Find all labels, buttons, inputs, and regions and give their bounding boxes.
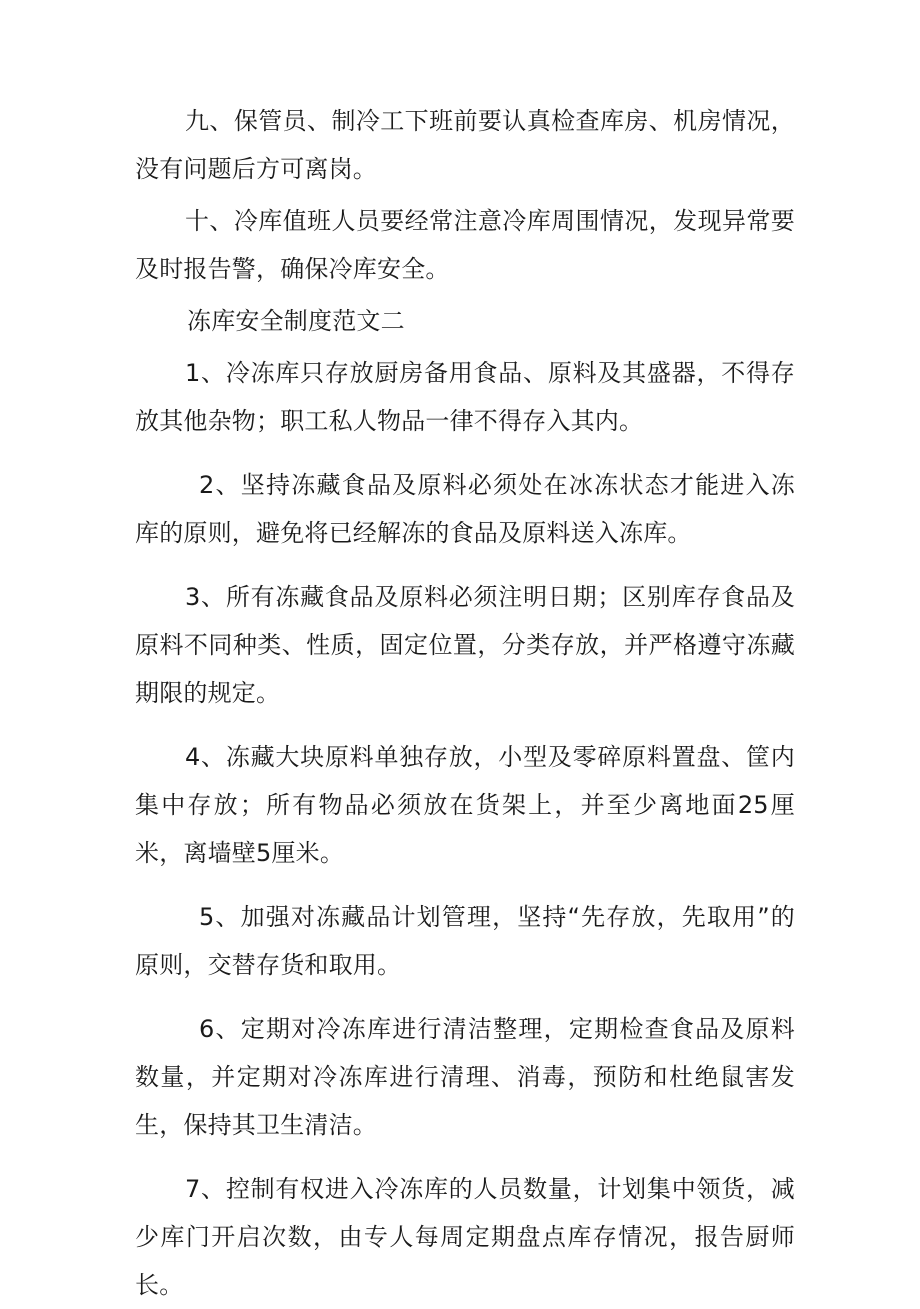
document-body xyxy=(135,97,795,1309)
rule-item-4: 4、冻藏大块原料单独存放，小型及零碎原料置盘、筐内集中存放；所有物品必须放在货架上，并至少离地面25厘米，离墙壁5厘米。 xyxy=(135,743,795,867)
rule-item-6: 6、定期对冷冻库进行清洁整理，定期检查食品及原料数量，并定期对冷冻库进行清理、消毒，预防和杜绝鼠害发生，保持其卫生清洁。 xyxy=(135,1015,795,1139)
rule-item-3: 3、所有冻藏食品及原料必须注明日期；区别库存食品及原料不同种类、性质，固定位置，分类存放，并严格遵守冻藏期限的规定。 xyxy=(135,583,795,707)
rule-item-7: 7、控制有权进入冷冻库的人员数量，计划集中领货，减少库门开启次数，由专人每周定期盘点库存情况，报告厨师长。 xyxy=(135,1175,795,1299)
rule-item-1: 1、冷冻库只存放厨房备用食品、原料及其盛器，不得存放其他杂物；职工私人物品一律不得存入其内。 xyxy=(135,359,795,435)
paragraph-10: 十、冷库值班人员要经常注意冷库周围情况，发现异常要及时报告警，确保冷库安全。 xyxy=(135,207,795,283)
paragraph-9: 九、保管员、制冷工下班前要认真检查库房、机房情况，没有问题后方可离岗。 xyxy=(135,107,795,183)
rule-item-2: 2、坚持冻藏食品及原料必须处在冰冻状态才能进入冻库的原则，避免将已经解冻的食品及原料送入冻库。 xyxy=(135,471,795,547)
section-heading: 冻库安全制度范文二 xyxy=(187,307,405,335)
rule-item-5: 5、加强对冻藏品计划管理，坚持“先存放，先取用”的原则，交替存货和取用。 xyxy=(135,903,795,979)
